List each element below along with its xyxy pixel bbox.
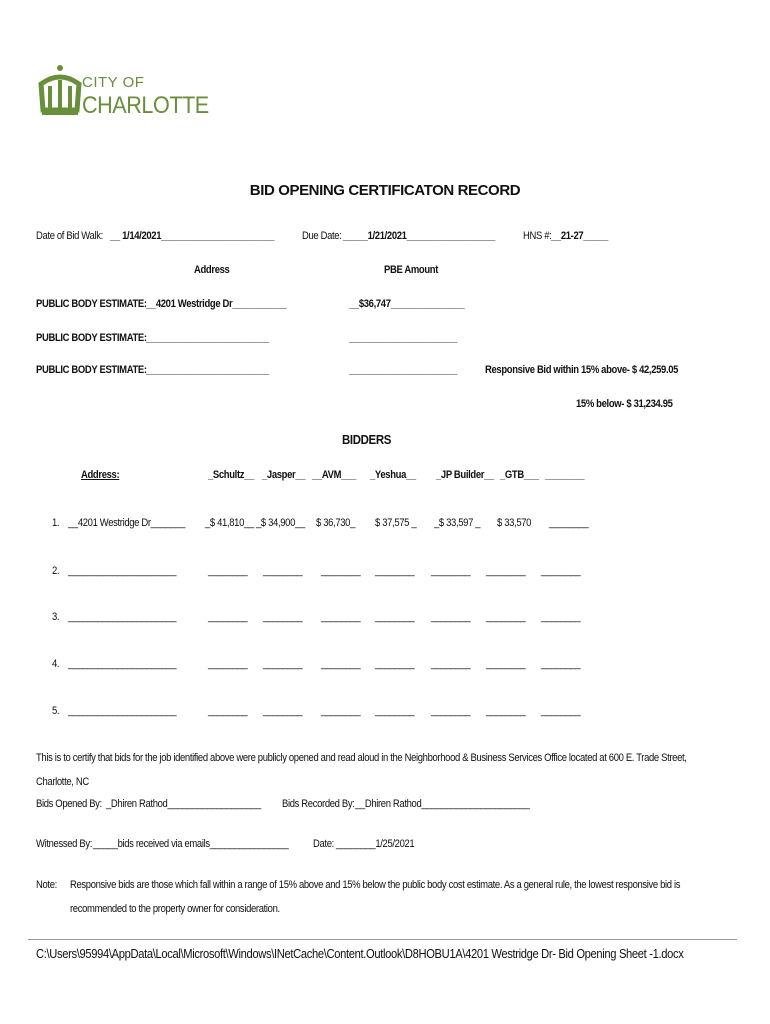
bid-cell: ________: [375, 658, 415, 670]
footer-file-path: C:\Users\95994\AppData\Local\Microsoft\Windows\INetCache\Content.Outlook\D8HOBU1A\4201 Westridge Dr- Bid Opening Sheet -1.docx: [36, 946, 684, 961]
witnessed-by-value: _____bids received via emails________________: [93, 838, 289, 850]
witnessed-by-label: Witnessed By:: [36, 838, 92, 850]
row-number: 5.: [52, 705, 60, 717]
public-body-estimate-label-3: PUBLIC BODY ESTIMATE:: [36, 364, 147, 376]
city-of-charlotte-logo: [38, 62, 209, 122]
certify-statement-line2: Charlotte, NC: [36, 776, 89, 788]
public-body-estimate-label-2: PUBLIC BODY ESTIMATE:: [36, 332, 147, 344]
public-body-estimate-label-1: PUBLIC BODY ESTIMATE:: [36, 298, 147, 310]
bid-cell: ________: [263, 611, 303, 623]
bid-cell: ________: [321, 565, 361, 577]
pbe-amount-column-header: PBE Amount: [384, 264, 439, 276]
bid-cell: ________: [486, 705, 526, 717]
bidder-blank: ________: [545, 469, 585, 481]
row-address: ______________________: [68, 565, 177, 577]
bid-cell: ________: [549, 517, 589, 529]
note-line1: Responsive bids are those which fall within a range of 15% above and 15% below the public body cost estimate. As a general rule, the lowest responsive bid is: [70, 879, 681, 891]
note-line2: recommended to the property owner for consideration.: [70, 903, 280, 915]
logo-city-of: CITY OF: [82, 74, 145, 91]
bid-cell: ________: [208, 565, 248, 577]
row-address: __4201 Westridge Dr_______: [68, 517, 186, 529]
footer-divider: [28, 939, 737, 940]
estimate-address-2: _________________________: [146, 332, 269, 344]
row-address: ______________________: [68, 705, 177, 717]
bid-cell: ________: [375, 705, 415, 717]
due-date-value: _____1/21/2021__________________: [343, 230, 496, 242]
bid-cell: ________: [431, 658, 471, 670]
bid-cell: ________: [431, 611, 471, 623]
row-address: ______________________: [68, 658, 177, 670]
bid-cell: ________: [486, 611, 526, 623]
bidder-gtb: _GTB___: [500, 469, 539, 481]
estimate-address-1: __4201 Westridge Dr___________: [146, 298, 287, 310]
row-number: 3.: [52, 611, 60, 623]
bid-cell: $ 37,575 _: [375, 517, 417, 529]
row-address: ______________________: [68, 611, 177, 623]
crown-icon: [38, 62, 82, 120]
date-label: Date:: [313, 838, 334, 850]
row-number: 2.: [52, 565, 60, 577]
bids-recorded-by-label: Bids Recorded By:: [282, 798, 355, 810]
row-number: 4.: [52, 658, 60, 670]
bid-walk-label: Date of Bid Walk:: [36, 230, 103, 242]
bid-cell: ________: [321, 658, 361, 670]
bid-cell: ________: [375, 611, 415, 623]
bid-cell: ________: [541, 611, 581, 623]
logo-charlotte: CHARLOTTE: [82, 92, 209, 119]
bidders-heading: BIDDERS: [342, 432, 392, 447]
bid-cell: ________: [431, 565, 471, 577]
bids-recorded-by-value: __Dhiren Rathod______________________: [355, 798, 530, 810]
row-number: 1.: [52, 517, 60, 529]
bid-cell: ________: [375, 565, 415, 577]
bid-cell: ________: [263, 565, 303, 577]
bid-cell: _$ 34,900__: [256, 517, 305, 529]
bid-cell: ________: [263, 658, 303, 670]
date-value: ________1/25/2021: [336, 838, 415, 850]
bidders-address-header: Address:: [81, 469, 120, 481]
bid-cell: ________: [263, 705, 303, 717]
bid-cell: ________: [321, 705, 361, 717]
bid-cell: ________: [486, 565, 526, 577]
bid-cell: ________: [541, 658, 581, 670]
bid-cell: ________: [541, 565, 581, 577]
responsive-bid-above: Responsive Bid within 15% above- $ 42,259.05: [485, 364, 679, 376]
due-date-label: Due Date:: [302, 230, 342, 242]
address-column-header: Address: [194, 264, 230, 276]
bidder-avm: __AVM___: [312, 469, 356, 481]
bids-opened-by-value: _Dhiren Rathod___________________: [106, 798, 261, 810]
hns-value: __21-27_____: [551, 230, 608, 242]
bid-cell: $ 36,730_: [316, 517, 355, 529]
bid-cell: ________: [541, 705, 581, 717]
bid-cell: ________: [208, 705, 248, 717]
bidder-jp-builder: _JP Builder__: [436, 469, 494, 481]
bidder-yeshua: _Yeshua__: [370, 469, 416, 481]
bid-cell: _$ 33,597 _: [434, 517, 481, 529]
estimate-amount-2: ______________________: [349, 332, 458, 344]
bids-opened-by-label: Bids Opened By:: [36, 798, 102, 810]
estimate-address-3: _________________________: [146, 364, 269, 376]
bid-cell: $ 33,570: [497, 517, 532, 529]
bidder-schultz: _Schultz__: [208, 469, 254, 481]
certify-statement-line1: This is to certify that bids for the job identified above were publicly opened and read aloud in the Neighborhood & Business Services Office located at 600 E. Trade Street,: [36, 752, 687, 764]
bid-cell: ________: [321, 611, 361, 623]
estimate-amount-3: ______________________: [349, 364, 458, 376]
estimate-amount-1: __$36,747_______________: [349, 298, 465, 310]
bid-cell: ________: [208, 611, 248, 623]
responsive-bid-below: 15% below- $ 31,234.95: [576, 398, 673, 410]
bid-cell: ________: [208, 658, 248, 670]
page-title: BID OPENING CERTIFICATON RECORD: [249, 182, 521, 199]
bid-cell: ________: [431, 705, 471, 717]
note-label: Note:: [36, 879, 57, 891]
hns-label: HNS #:: [523, 230, 552, 242]
bid-cell: ________: [486, 658, 526, 670]
bidder-jasper: _Jasper__: [262, 469, 306, 481]
bid-walk-value: __ 1/14/2021_______________________: [110, 230, 275, 242]
bid-cell: _$ 41,810__: [205, 517, 254, 529]
